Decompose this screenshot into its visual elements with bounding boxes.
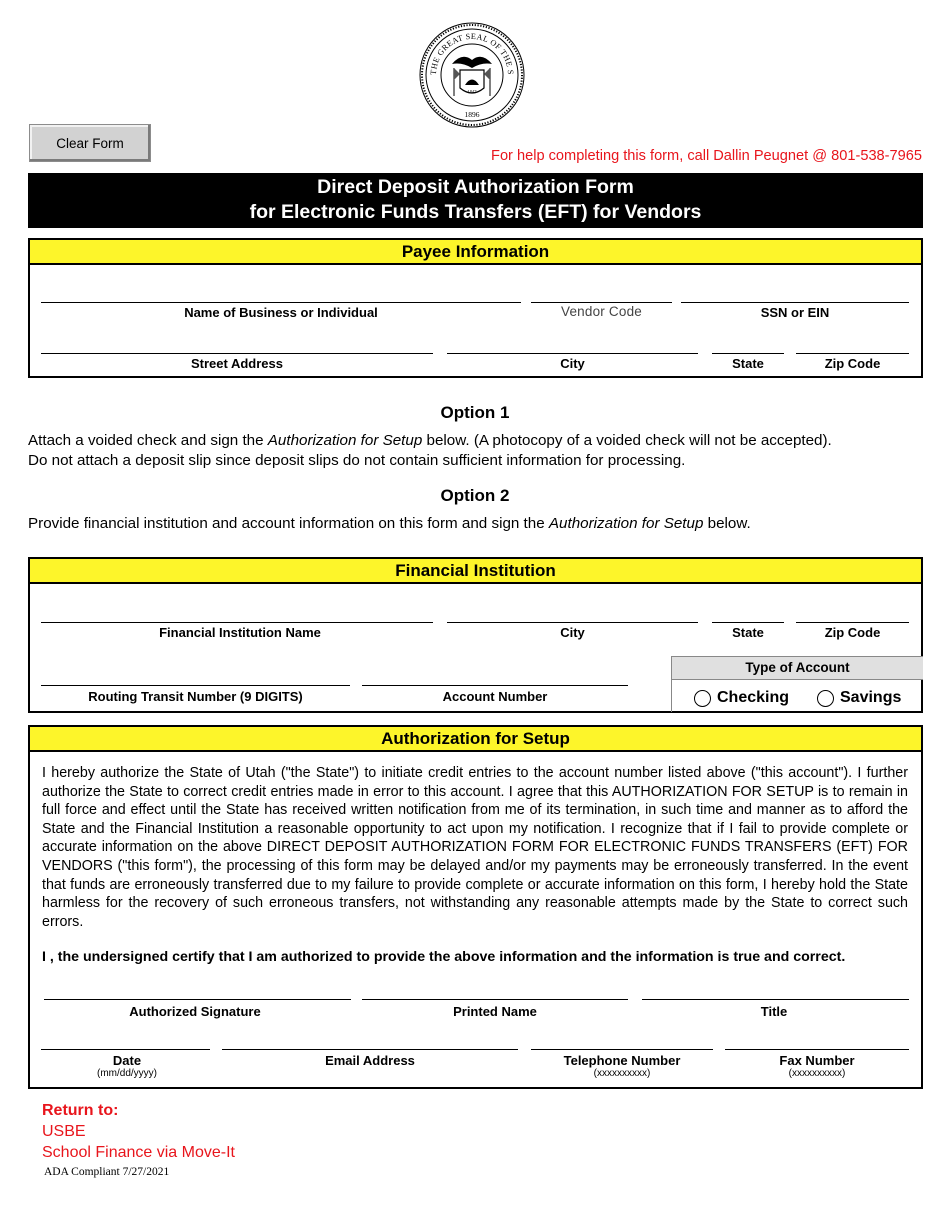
seal-year-founded: 1847 — [467, 89, 477, 94]
fax-field[interactable] — [725, 1049, 909, 1050]
savings-radio-circle-icon[interactable] — [817, 690, 834, 707]
option2-heading: Option 2 — [440, 486, 510, 505]
date-format-hint: (mm/dd/yyyy) — [97, 1068, 157, 1079]
routing-number-label: Routing Transit Number (9 DIGITS) — [88, 689, 303, 704]
printed-name-field[interactable] — [362, 999, 628, 1000]
fax-label: Fax Number — [779, 1053, 855, 1068]
institution-name-label: Financial Institution Name — [159, 625, 321, 640]
return-to-label: Return to: — [42, 1102, 119, 1119]
savings-radio[interactable] — [817, 689, 901, 707]
signature-label: Authorized Signature — [129, 1004, 261, 1019]
seal-ring-text: THE GREAT SEAL OF THE S — [428, 31, 516, 76]
return-to-line2: School Finance via Move-It — [42, 1144, 235, 1161]
savings-label: Savings — [840, 689, 902, 706]
business-name-field[interactable] — [41, 302, 521, 303]
email-field[interactable] — [222, 1049, 518, 1050]
date-label: Date — [112, 1053, 142, 1068]
payee-city-label: City — [560, 356, 585, 371]
date-field[interactable] — [41, 1049, 210, 1050]
payee-zip-label: Zip Code — [824, 356, 881, 371]
return-to-line1: USBE — [42, 1123, 86, 1140]
account-type-box — [671, 656, 923, 712]
certification-statement: I , the undersigned certify that I am authorized to provide the above information and the information is true and correct. — [42, 949, 846, 965]
street-address-field[interactable] — [41, 353, 433, 354]
phone-field[interactable] — [531, 1049, 713, 1050]
ssn-field[interactable] — [681, 302, 909, 303]
payee-state-label: State — [732, 356, 764, 371]
authorization-heading: Authorization for Setup — [30, 727, 921, 752]
institution-state-label: State — [732, 625, 764, 640]
form-title-line1: Direct Deposit Authorization Form — [317, 176, 634, 198]
institution-name-field[interactable] — [41, 622, 433, 623]
institution-city-label: City — [560, 625, 585, 640]
title-label: Title — [760, 1004, 788, 1019]
financial-heading: Financial Institution — [30, 559, 921, 584]
checking-label: Checking — [717, 689, 790, 706]
seal-year-statehood: 1896 — [464, 110, 480, 119]
routing-number-field[interactable] — [41, 685, 350, 686]
payee-heading: Payee Information — [30, 240, 921, 265]
vendor-code-field[interactable] — [531, 302, 672, 303]
form-title — [28, 173, 923, 228]
account-number-label: Account Number — [442, 689, 548, 704]
payee-state-field[interactable] — [712, 353, 784, 354]
institution-zip-field[interactable] — [796, 622, 909, 623]
payee-city-field[interactable] — [447, 353, 698, 354]
account-number-field[interactable] — [362, 685, 628, 686]
option2-line: Provide financial institution and account information on this form and sign the Authorization for Setup below. — [28, 515, 751, 532]
vendor-code-label: Vendor Code — [560, 304, 642, 319]
printed-name-label: Printed Name — [453, 1004, 537, 1019]
account-type-heading: Type of Account — [672, 656, 923, 680]
institution-state-field[interactable] — [712, 622, 784, 623]
street-address-label: Street Address — [191, 356, 283, 371]
title-field[interactable] — [642, 999, 909, 1000]
signature-field[interactable] — [44, 999, 351, 1000]
option1-line1: Attach a voided check and sign the Authorization for Setup below. (A photocopy of a voided check will not be accepted). — [28, 432, 832, 449]
ada-compliance-note: ADA Compliant 7/27/2021 — [44, 1166, 170, 1178]
payee-zip-field[interactable] — [796, 353, 909, 354]
checking-radio[interactable] — [694, 689, 789, 707]
option1-heading: Option 1 — [440, 403, 510, 422]
institution-city-field[interactable] — [447, 622, 698, 623]
phone-format-hint: (xxxxxxxxxx) — [593, 1068, 651, 1079]
institution-zip-label: Zip Code — [824, 625, 881, 640]
state-seal — [414, 22, 530, 128]
fax-format-hint: (xxxxxxxxxx) — [788, 1068, 846, 1079]
ssn-label: SSN or EIN — [760, 305, 830, 320]
email-label: Email Address — [325, 1053, 415, 1068]
phone-label: Telephone Number — [563, 1053, 681, 1068]
option1-line2: Do not attach a deposit slip since deposit slips do not contain sufficient information for processing. — [28, 452, 686, 469]
checking-radio-circle-icon[interactable] — [694, 690, 711, 707]
authorization-text: I hereby authorize the State of Utah ("the State") to initiate credit entries to the account number listed above ("this account"). I further authorize the State to correct credit entries made in error to this account. I agree that this AUTHORIZATION FOR SETUP is to remain in full force and effect until the State has received written notification from me of its termination, in such time and manner as to afford the State and the Financial Institution a reasonable opportunity to act upon my notification. I recognize that if I fail to provide complete or accurate information on the above DIRECT DEPOSIT AUTHORIZATION FORM FOR ELECTRONIC FUNDS TRANSFERS (EFT) FOR VENDORS ("this form"), the processing of this form may be delayed and/or my payments may be erroneously transferred. In the event that funds are erroneously transferred due to my failure to provide complete or accurate information on this form, I hereby hold the State harmless for the recovery of such erroneous transfers, not withstanding any reasonable attempts made by the State to correct such errors. — [42, 765, 908, 930]
help-text: For help completing this form, call Dallin Peugnet @ 801-538-7965 — [491, 148, 922, 164]
form-title-line2: for Electronic Funds Transfers (EFT) for Vendors — [249, 201, 702, 223]
business-name-label: Name of Business or Individual — [184, 305, 378, 320]
clear-form-button[interactable]: Clear Form — [29, 124, 151, 162]
